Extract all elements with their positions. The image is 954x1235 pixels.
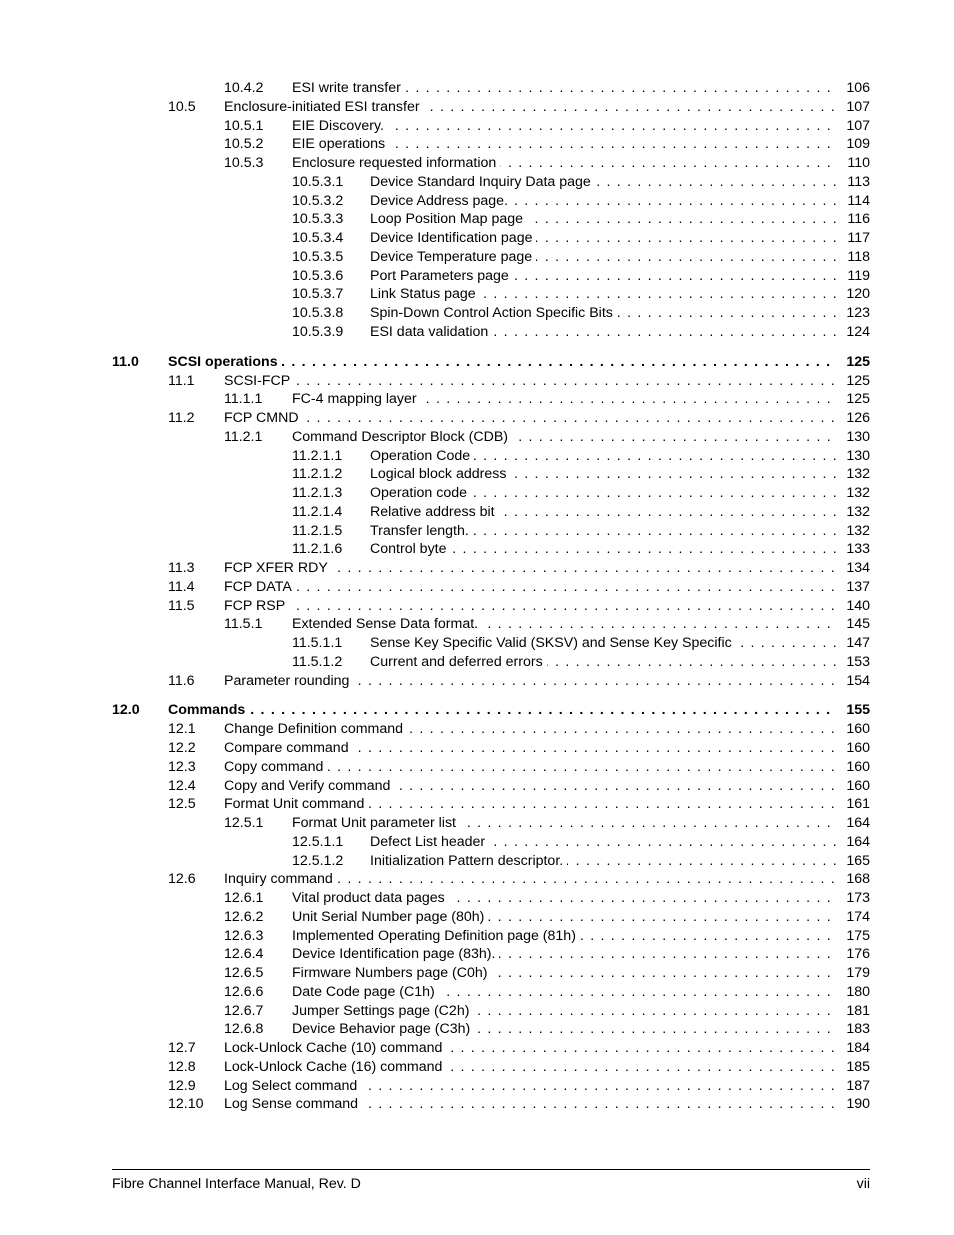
toc-entry-title [224,597,836,616]
toc-entry-page: 132 [836,503,870,522]
toc-entry-title-text: Transfer length. [370,523,473,539]
toc-entry-title-text: SCSI-FCP [224,373,294,389]
toc-entry-title-text: Enclosure-initiated ESI transfer [224,99,424,115]
toc-entry-title-text: Device Temperature page [370,249,536,265]
toc-chapter-entry[interactable] [112,701,870,720]
toc-entry-number: 10.5.3.7 [292,286,344,303]
toc-entry-title [224,739,836,758]
toc-entry-title [292,814,836,833]
toc-entry-number: 11.2.1.5 [292,522,343,539]
toc-entry[interactable] [112,304,870,323]
toc-entry-title [292,154,836,173]
toc-entry[interactable] [112,964,870,983]
toc-entry-title [224,1058,836,1077]
toc-entry[interactable] [112,945,870,964]
toc-entry-page: 145 [836,615,870,634]
toc-entry[interactable] [112,983,870,1002]
toc-entry[interactable] [112,117,870,136]
toc-entry-number: 12.7 [168,1040,196,1056]
toc-entry[interactable] [112,758,870,777]
toc-entry-title [224,409,836,428]
toc-entry[interactable] [112,559,870,578]
toc-entry[interactable] [112,173,870,192]
toc-entry-number: 12.6.2 [224,908,264,925]
footer-page-number: vii [856,1176,870,1192]
toc-entry-page: 133 [836,540,870,559]
toc-entry-title-text: Log Select command [224,1078,361,1094]
toc-entry-page: 119 [836,267,870,286]
table-of-contents [112,79,870,1114]
toc-entry[interactable] [112,720,870,739]
toc-entry-number: 10.5.2 [224,136,264,153]
toc-entry-title-text: Current and deferred errors [370,654,547,670]
toc-entry-page: 179 [836,964,870,983]
toc-entry-title [370,248,836,267]
toc-entry-title-text: Copy command [224,759,327,775]
toc-entry-page: 110 [836,154,870,173]
toc-entry-title [370,634,836,653]
toc-entry[interactable] [112,634,870,653]
toc-entry-page: 160 [836,739,870,758]
toc-entry-title-text: Inquiry command [224,871,337,887]
toc-entry[interactable] [112,372,870,391]
toc-entry[interactable] [112,229,870,248]
toc-entry-number: 10.5.3.1 [292,173,344,190]
toc-entry-title-text: Enclosure requested information [292,155,500,171]
toc-entry-title [370,653,836,672]
toc-entry-number: 12.3 [168,758,196,775]
toc-entry-title-text: Firmware Numbers page (C0h) [292,965,492,981]
toc-entry-number: 12.9 [168,1077,196,1094]
toc-entry[interactable] [112,672,870,691]
toc-entry-number: 12.1 [168,721,196,738]
toc-entry-title-text: FC-4 mapping layer [292,391,421,407]
toc-entry-number: 10.4.2 [224,80,264,96]
toc-entry-title [224,1095,836,1114]
toc-entry-number: 10.5 [168,98,196,115]
toc-entry[interactable] [112,1058,870,1077]
toc-entry-number: 11.2 [168,410,195,426]
toc-entry-page: 123 [836,304,870,323]
toc-chapter-entry[interactable] [112,353,870,372]
toc-entry-page: 130 [836,447,870,466]
toc-entry[interactable] [112,210,870,229]
toc-entry-number: 10.5.3.3 [292,211,344,228]
toc-entry-title-text: ESI write transfer [292,80,405,96]
toc-entry[interactable] [112,1002,870,1021]
toc-entry-page: 154 [836,672,870,691]
toc-entry-page: 165 [836,852,870,871]
toc-entry-title-text: FCP DATA [224,579,296,595]
toc-entry[interactable] [112,1020,870,1039]
toc-entry[interactable] [112,1095,870,1114]
toc-entry-page: 175 [836,927,870,946]
toc-entry-title-text: Date Code page (C1h) [292,984,439,1000]
toc-entry-title-text: Relative address bit [370,504,499,520]
toc-entry[interactable] [112,484,870,503]
toc-entry[interactable] [112,285,870,304]
toc-entry-title-text: Implemented Operating Definition page (81h) [292,928,580,944]
toc-entry-title [370,484,836,503]
toc-entry-page: 173 [836,889,870,908]
toc-entry-title-text: Device Standard Inquiry Data page [370,174,595,190]
toc-entry-title [292,1020,836,1039]
toc-entry[interactable] [112,615,870,634]
toc-entry[interactable] [112,503,870,522]
toc-entry-number: 11.5.1.1 [292,635,343,651]
toc-entry-title-text: Extended Sense Data format. [292,616,482,632]
toc-entry-title-text: Logical block address [370,466,510,482]
toc-entry-number: 11.2.1.1 [292,447,343,464]
toc-entry-page: 132 [836,484,870,503]
toc-entry-title-text: Device Behavior page (C3h) [292,1021,474,1037]
toc-entry[interactable] [112,79,870,98]
toc-entry-title [370,540,836,559]
toc-entry[interactable] [112,597,870,616]
toc-entry-title [292,135,836,154]
toc-entry-title [370,229,836,248]
toc-entry-number: 11.4 [168,578,195,595]
toc-entry-page: 106 [836,79,870,98]
toc-entry[interactable] [112,578,870,597]
toc-entry-number: 10.5.3.4 [292,230,344,246]
toc-entry-number: 10.5.1 [224,117,264,134]
toc-entry-number: 12.5.1.2 [292,852,344,869]
toc-entry-title-text: Device Address page. [370,193,512,209]
toc-entry-number: 12.5.1.1 [292,833,344,850]
toc-entry[interactable] [112,889,870,908]
toc-entry-title [292,428,836,447]
toc-entry-title [370,465,836,484]
toc-entry-title-text: Log Sense command [224,1096,362,1112]
toc-entry-number: 11.3 [168,560,195,576]
toc-entry[interactable] [112,154,870,173]
toc-entry-number: 12.5 [168,796,196,813]
toc-entry-title [370,852,836,871]
toc-entry-title-text: Initialization Pattern descriptor. [370,853,567,869]
footer-divider [112,1169,870,1170]
toc-entry-title-text: SCSI operations [168,354,282,370]
toc-entry-title [370,267,836,286]
toc-entry-title [224,1039,836,1058]
toc-entry-page: 161 [836,795,870,814]
toc-entry-title [292,964,836,983]
toc-entry-number: 12.6.6 [224,983,264,1000]
toc-entry-number: 12.2 [168,740,196,756]
toc-entry-page: 155 [836,701,870,720]
toc-entry-number: 10.5.3.2 [292,192,344,209]
toc-entry-number: 12.6.7 [224,1002,264,1019]
toc-entry-title-text: EIE Discovery. [292,118,388,134]
toc-entry[interactable] [112,267,870,286]
toc-entry-title-text: Lock-Unlock Cache (10) command [224,1040,446,1056]
toc-entry-title [224,870,836,889]
toc-entry-title [370,503,836,522]
toc-entry[interactable] [112,465,870,484]
toc-entry-page: 140 [836,597,870,616]
toc-entry-title-text: Lock-Unlock Cache (16) command [224,1059,446,1075]
toc-entry-number: 11.0 [112,353,139,370]
toc-entry[interactable] [112,522,870,541]
toc-entry-title-text: FCP XFER RDY [224,560,332,576]
toc-entry-page: 185 [836,1058,870,1077]
toc-entry-title-text: Operation code [370,485,471,501]
toc-entry-number: 12.6.8 [224,1021,264,1038]
toc-entry-title-text: Parameter rounding [224,673,353,689]
toc-entry-page: 109 [836,135,870,154]
toc-entry-title [224,720,836,739]
toc-entry-title-text: Vital product data pages [292,890,449,906]
toc-entry-page: 125 [836,372,870,391]
toc-entry[interactable] [112,409,870,428]
toc-entry-page: 107 [836,98,870,117]
toc-entry-page: 153 [836,653,870,672]
toc-entry-title [224,372,836,391]
toc-entry-page: 124 [836,323,870,342]
toc-entry-page: 168 [836,870,870,889]
toc-entry[interactable] [112,739,870,758]
toc-entry-page: 113 [836,173,870,192]
footer-document-title: Fibre Channel Interface Manual, Rev. D [112,1176,361,1192]
toc-entry-page: 184 [836,1039,870,1058]
toc-entry-title [370,447,836,466]
toc-entry-title [224,758,836,777]
toc-entry[interactable] [112,852,870,871]
toc-entry[interactable] [112,248,870,267]
toc-entry-number: 12.6.1 [224,890,264,906]
toc-entry-title [168,353,836,372]
toc-entry-number: 11.2.1.3 [292,485,343,501]
toc-entry-title [292,390,836,409]
toc-entry-number: 12.0 [112,702,140,719]
toc-entry-number: 12.5.1 [224,815,264,831]
toc-entry-title-text: Port Parameters page [370,268,513,284]
toc-entry-number: 11.5.1 [224,616,263,633]
toc-entry-page: 132 [836,465,870,484]
toc-entry-title [168,701,836,720]
toc-entry[interactable] [112,795,870,814]
toc-entry[interactable] [112,390,870,409]
toc-entry-title [224,672,836,691]
toc-entry-number: 11.2.1.4 [292,503,343,520]
toc-entry-title [224,578,836,597]
toc-entry-title [224,777,836,796]
toc-entry-title-text: ESI data validation [370,324,492,340]
toc-entry-page: 114 [836,192,870,211]
toc-entry-title-text: Compare command [224,740,353,756]
toc-entry-number: 11.5.1.2 [292,653,343,670]
toc-entry[interactable] [112,428,870,447]
toc-entry-number: 11.1 [168,372,195,389]
toc-entry[interactable] [112,447,870,466]
toc-entry[interactable] [112,540,870,559]
toc-entry-page: 147 [836,634,870,653]
toc-entry[interactable] [112,777,870,796]
toc-entry-page: 174 [836,908,870,927]
toc-entry-number: 10.5.3.9 [292,323,344,340]
toc-entry[interactable] [112,927,870,946]
toc-entry-page: 130 [836,428,870,447]
toc-entry-title-text: FCP RSP [224,598,289,614]
toc-entry-title [292,927,836,946]
toc-entry-page: 125 [836,353,870,372]
toc-entry-title-text: Jumper Settings page (C2h) [292,1003,473,1019]
toc-entry[interactable] [112,653,870,672]
toc-entry-page: 160 [836,720,870,739]
toc-entry-title-text: Format Unit parameter list [292,815,460,831]
toc-entry-title-text: Format Unit command [224,796,368,812]
toc-entry-page: 187 [836,1077,870,1096]
toc-entry-page: 107 [836,117,870,136]
toc-entry-number: 12.6.5 [224,965,264,981]
toc-entry-title-text: Loop Position Map page [370,211,527,227]
toc-entry-page: 134 [836,559,870,578]
toc-entry-title [292,1002,836,1021]
toc-entry-title [370,285,836,304]
toc-entry-title [370,304,836,323]
toc-entry-page: 160 [836,758,870,777]
toc-entry-title [370,522,836,541]
toc-entry[interactable] [112,908,870,927]
toc-entry-number: 11.2.1.2 [292,466,343,483]
toc-entry-title-text: Change Definition command [224,721,407,737]
toc-entry-title-text: EIE operations [292,136,389,152]
toc-entry-title [224,98,836,117]
toc-entry-page: 176 [836,945,870,964]
toc-entry-page: 132 [836,522,870,541]
toc-entry-page: 190 [836,1095,870,1114]
toc-entry-number: 10.5.3.8 [292,305,344,321]
toc-entry-title [370,192,836,211]
toc-entry[interactable] [112,192,870,211]
toc-entry-number: 11.1.1 [224,391,263,408]
toc-entry-title-text: Commands [168,702,249,718]
toc-entry-number: 10.5.3.5 [292,248,344,265]
toc-entry-title [292,889,836,908]
toc-entry-title [370,173,836,192]
toc-entry-number: 11.6 [168,672,195,689]
toc-entry-title [224,1077,836,1096]
toc-entry-page: 118 [836,248,870,267]
toc-entry-number: 12.6.4 [224,946,264,963]
toc-entry-number: 12.6 [168,871,196,888]
toc-entry-title-text: Control byte [370,541,451,557]
toc-entry-number: 11.2.1.6 [292,541,343,558]
toc-entry-title-text: Operation Code [370,448,474,464]
toc-entry-title [224,559,836,578]
toc-entry[interactable] [112,135,870,154]
toc-entry-page: 137 [836,578,870,597]
toc-entry[interactable] [112,833,870,852]
toc-entry-title-text: Copy and Verify command [224,778,394,794]
toc-entry-number: 12.4 [168,777,196,794]
toc-entry-title [292,908,836,927]
toc-entry-page: 164 [836,833,870,852]
toc-entry-title [292,983,836,1002]
toc-entry[interactable] [112,814,870,833]
toc-entry-title-text: Command Descriptor Block (CDB) [292,429,512,445]
toc-entry-title-text: Spin-Down Control Action Specific Bits [370,305,617,321]
toc-entry-title-text: Device Identification page [370,230,536,246]
toc-entry-title-text: Defect List header [370,834,489,850]
toc-entry[interactable] [112,323,870,342]
toc-entry-number: 11.5 [168,597,195,614]
toc-entry-page: 160 [836,777,870,796]
toc-entry-title-text: Link Status page [370,286,480,302]
toc-entry-title [370,210,836,229]
toc-entry[interactable] [112,1077,870,1096]
toc-entry-page: 116 [836,210,870,229]
toc-entry[interactable] [112,1039,870,1058]
toc-entry-number: 10.5.3.6 [292,267,344,284]
toc-entry-title-text: FCP CMND [224,410,303,426]
toc-entry-page: 126 [836,409,870,428]
toc-entry-number: 11.2.1 [224,428,263,445]
toc-entry-page: 125 [836,390,870,409]
toc-entry-page: 181 [836,1002,870,1021]
toc-entry-number: 12.8 [168,1058,196,1075]
toc-entry-page: 183 [836,1020,870,1039]
toc-entry-title [224,795,836,814]
toc-entry-title-text: Unit Serial Number page (80h) [292,909,488,925]
toc-entry-number: 12.10 [168,1096,204,1113]
toc-entry-title [370,323,836,342]
toc-entry-title [292,117,836,136]
toc-entry[interactable] [112,98,870,117]
toc-entry-title [370,833,836,852]
toc-entry-title-text: Device Identification page (83h). [292,946,499,962]
toc-entry-title [292,615,836,634]
toc-entry-title-text: Sense Key Specific Valid (SKSV) and Sense Key Specific [370,635,736,651]
toc-entry-page: 164 [836,814,870,833]
toc-entry-number: 10.5.3 [224,155,264,171]
toc-entry-page: 180 [836,983,870,1002]
toc-entry-title [292,79,836,98]
toc-entry-title [292,945,836,964]
toc-entry-page: 117 [836,229,870,248]
toc-entry-number: 12.6.3 [224,927,264,944]
toc-entry[interactable] [112,870,870,889]
toc-entry-page: 120 [836,285,870,304]
